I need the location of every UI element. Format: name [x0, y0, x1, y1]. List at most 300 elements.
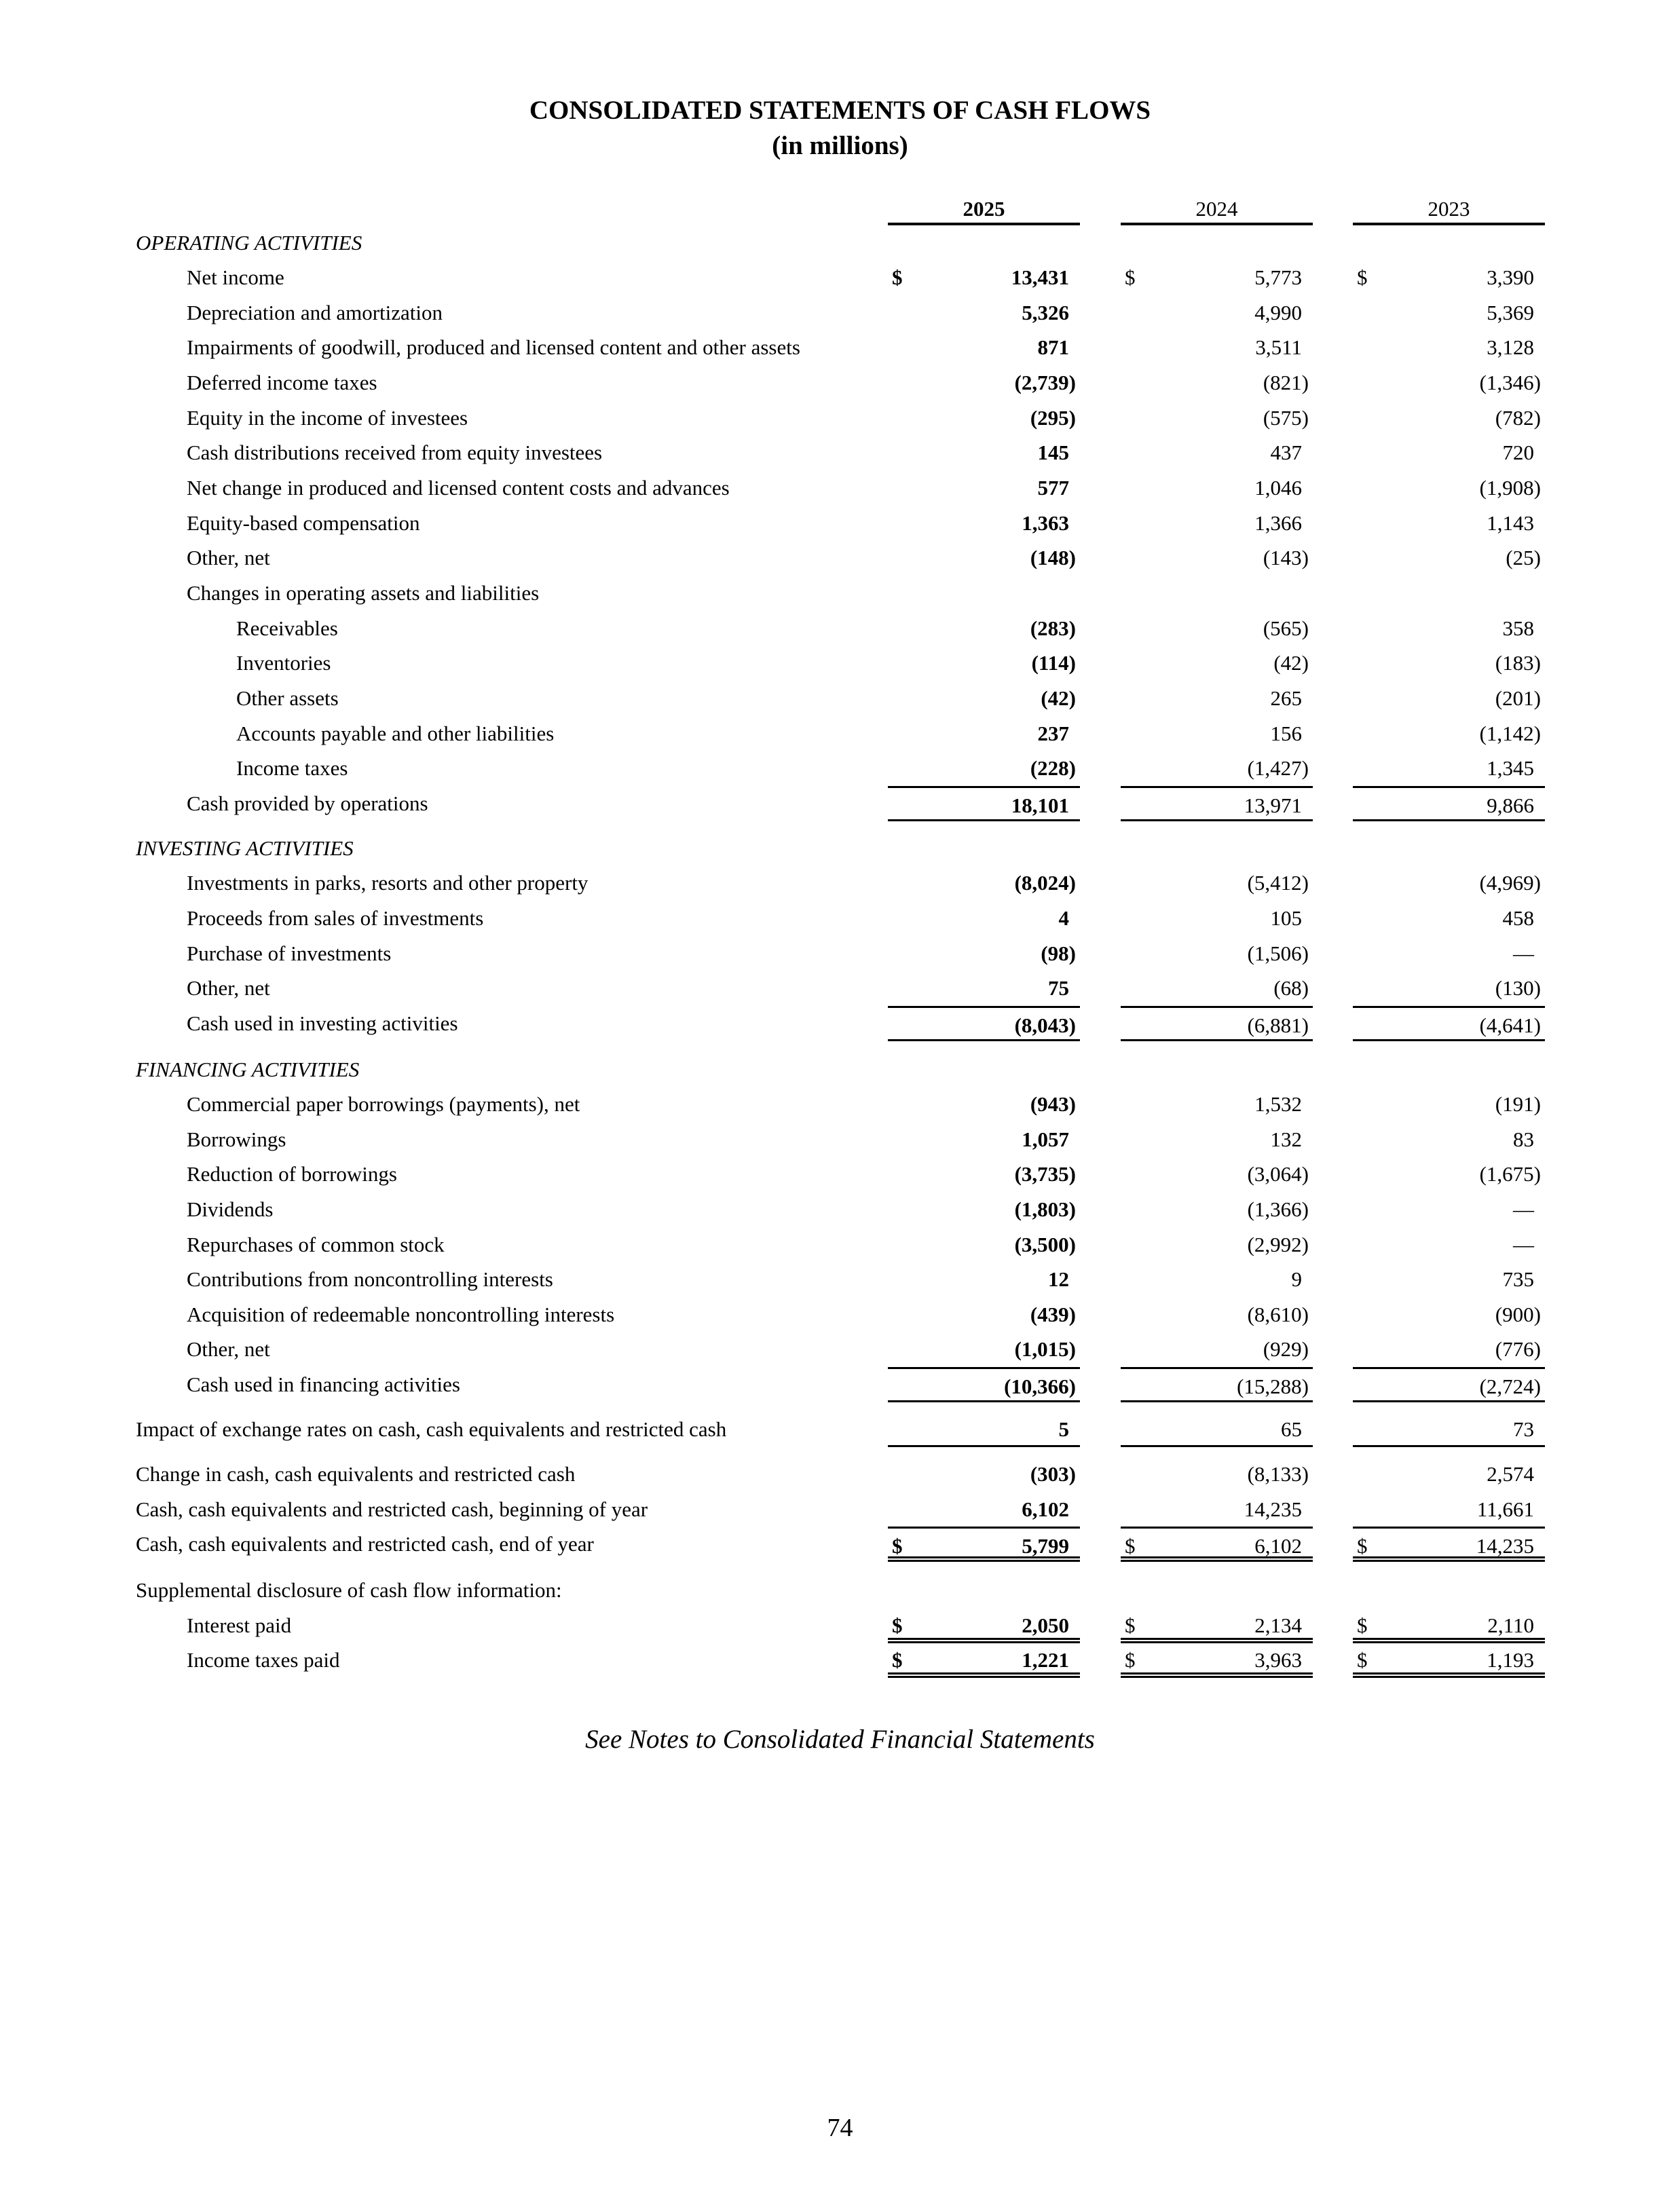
value: 265 [1270, 686, 1302, 710]
value: 9 [1291, 1267, 1302, 1291]
row-label: Income taxes [236, 756, 348, 780]
statement-row [0, 1643, 1680, 1678]
value: 577 [1037, 476, 1069, 500]
value-cell-2023 [1353, 540, 1545, 576]
value-cell-2023 [1353, 611, 1545, 646]
value: 2,110 [1487, 1613, 1534, 1637]
value: 3,963 [1254, 1648, 1302, 1672]
statement-row [0, 506, 1680, 541]
row-label: Income taxes paid [187, 1648, 340, 1672]
statement-row [0, 1412, 1680, 1447]
value: (1,142) [1479, 722, 1541, 745]
value: (295) [1030, 406, 1076, 430]
currency-symbol: $ [1357, 1648, 1368, 1672]
value-cell-2023 [1353, 1006, 1545, 1041]
value: 132 [1270, 1127, 1302, 1151]
value: 13,971 [1244, 793, 1302, 817]
value: (3,735) [1014, 1162, 1076, 1186]
row-label: Receivables [236, 616, 338, 640]
value-cell-2025 [888, 1412, 1080, 1447]
value-cell-2024 [1121, 751, 1313, 786]
value-cell-2023 [1353, 971, 1545, 1006]
value-cell-2023 [1353, 1087, 1545, 1122]
value-cell-2023 [1353, 865, 1545, 901]
value: 1,046 [1254, 476, 1302, 500]
value-cell-2023 [1353, 1412, 1545, 1447]
statement-row [0, 936, 1680, 971]
value-cell-2024 [1121, 1492, 1313, 1527]
value: (3,500) [1014, 1233, 1076, 1256]
value-cell-2025 [888, 1192, 1080, 1227]
currency-symbol: $ [1125, 1613, 1136, 1637]
statement-row [0, 1192, 1680, 1227]
value: 14,235 [1244, 1497, 1302, 1521]
row-label: Equity-based compensation [187, 511, 420, 535]
value-cell-2023 [1353, 1643, 1545, 1678]
value: (42) [1041, 686, 1076, 710]
value-cell-2024 [1121, 1457, 1313, 1492]
section-label: FINANCING ACTIVITIES [136, 1058, 360, 1081]
statement-row [0, 901, 1680, 936]
value: 75 [1048, 976, 1069, 1000]
statement-row [0, 681, 1680, 716]
value-cell-2025 [888, 506, 1080, 541]
value: (1,427) [1247, 756, 1309, 780]
statement-row [0, 611, 1680, 646]
statement-row [0, 1087, 1680, 1122]
currency-symbol: $ [892, 1534, 903, 1558]
value-cell-2023 [1353, 751, 1545, 786]
value: 105 [1270, 906, 1302, 930]
statement-row [0, 1527, 1680, 1562]
value: (8,043) [1014, 1013, 1076, 1037]
row-label: Cash, cash equivalents and restricted cash, beginning of year [136, 1497, 648, 1521]
row-label: Cash used in investing activities [187, 1011, 458, 1035]
row-label: Net change in produced and licensed content costs and advances [187, 476, 730, 500]
value: (2,992) [1247, 1233, 1309, 1256]
value-cell-2025 [888, 435, 1080, 470]
value: 12 [1048, 1267, 1069, 1291]
value-cell-2025 [888, 1527, 1080, 1562]
value: 9,866 [1487, 793, 1534, 817]
value: (130) [1495, 976, 1541, 1000]
value-cell-2024 [1121, 1122, 1313, 1157]
value-cell-2023 [1353, 260, 1545, 295]
row-label: Changes in operating assets and liabilities [187, 581, 540, 605]
value: 1,532 [1254, 1092, 1302, 1116]
value-cell-2023 [1353, 1192, 1545, 1227]
value: (1,366) [1247, 1197, 1309, 1221]
value-cell-2023 [1353, 400, 1545, 436]
value-cell-2025 [888, 1332, 1080, 1367]
value: (439) [1030, 1303, 1076, 1326]
value-cell-2024 [1121, 1332, 1313, 1367]
value-cell-2025 [888, 330, 1080, 365]
value: 735 [1502, 1267, 1534, 1291]
value: (10,366) [1004, 1374, 1076, 1398]
value-cell-2025 [888, 611, 1080, 646]
value: (4,641) [1479, 1013, 1541, 1037]
row-label: Proceeds from sales of investments [187, 906, 484, 930]
value: (1,908) [1479, 476, 1541, 500]
statement-row [0, 576, 1680, 611]
value-cell-2024 [1121, 295, 1313, 331]
value: (1,015) [1014, 1337, 1076, 1361]
value-cell-2023 [1353, 470, 1545, 506]
value-cell-2023 [1353, 1527, 1545, 1562]
value-cell-2025 [888, 1262, 1080, 1297]
value: (98) [1041, 941, 1076, 965]
value-cell-2024 [1121, 716, 1313, 751]
value-cell-2023 [1353, 435, 1545, 470]
statement-row [0, 1608, 1680, 1643]
row-label: Acquisition of redeemable noncontrolling interests [187, 1303, 615, 1326]
value: 1,363 [1022, 511, 1069, 535]
value: 6,102 [1254, 1534, 1302, 1558]
value: (3,064) [1247, 1162, 1309, 1186]
value: 458 [1502, 906, 1534, 930]
value: 237 [1037, 722, 1069, 745]
row-label: Purchase of investments [187, 941, 392, 965]
value-cell-2023 [1353, 1122, 1545, 1157]
year-header: 2024 [1121, 195, 1313, 225]
value-cell-2025 [888, 1006, 1080, 1041]
value: (4,969) [1479, 871, 1541, 895]
value: (114) [1031, 651, 1076, 675]
value-cell-2023 [1353, 506, 1545, 541]
row-label: Repurchases of common stock [187, 1233, 445, 1256]
row-label: Deferred income taxes [187, 371, 377, 394]
row-label: Cash distributions received from equity investees [187, 441, 603, 464]
value: (943) [1030, 1092, 1076, 1116]
value-cell-2025 [888, 540, 1080, 576]
value-cell-2024 [1121, 260, 1313, 295]
value-cell-2025 [888, 1643, 1080, 1678]
value-cell-2023 [1353, 1492, 1545, 1527]
value: 4,990 [1254, 301, 1302, 324]
value-cell-2023 [1353, 716, 1545, 751]
value-cell-2024 [1121, 1367, 1313, 1402]
value: (283) [1030, 616, 1076, 640]
value-cell-2023 [1353, 1227, 1545, 1262]
value-cell-2025 [888, 295, 1080, 331]
value-cell-2023 [1353, 1157, 1545, 1192]
value-cell-2025 [888, 1087, 1080, 1122]
value: (228) [1030, 756, 1076, 780]
value: 11,661 [1476, 1497, 1534, 1521]
value-cell-2023 [1353, 1297, 1545, 1332]
value-cell-2025 [888, 1367, 1080, 1402]
value: (1,675) [1479, 1162, 1541, 1186]
value: 3,128 [1487, 335, 1534, 359]
value-cell-2024 [1121, 1527, 1313, 1562]
statement-row [0, 1457, 1680, 1492]
value: 1,345 [1487, 756, 1534, 780]
value: 14,235 [1476, 1534, 1534, 1558]
value: 1,143 [1487, 511, 1534, 535]
row-label: Net income [187, 265, 284, 289]
value-cell-2024 [1121, 901, 1313, 936]
value-cell-2024 [1121, 786, 1313, 821]
value-cell-2024 [1121, 400, 1313, 436]
value-cell-2025 [888, 1157, 1080, 1192]
currency-symbol: $ [892, 265, 903, 289]
row-label: Other assets [236, 686, 339, 710]
value: (782) [1495, 406, 1541, 430]
row-label: Borrowings [187, 1127, 286, 1151]
value-cell-2024 [1121, 681, 1313, 716]
statement-row [0, 1492, 1680, 1527]
statement-row [0, 540, 1680, 576]
statement-row [0, 865, 1680, 901]
value-cell-2025 [888, 400, 1080, 436]
row-label: Reduction of borrowings [187, 1162, 397, 1186]
value: 1,221 [1022, 1648, 1069, 1672]
value-cell-2023 [1353, 1608, 1545, 1643]
value-cell-2024 [1121, 936, 1313, 971]
row-label: Equity in the income of investees [187, 406, 468, 430]
value-cell-2025 [888, 971, 1080, 1006]
value-cell-2025 [888, 1122, 1080, 1157]
value: 358 [1502, 616, 1534, 640]
row-label: Impact of exchange rates on cash, cash equivalents and restricted cash [136, 1417, 727, 1441]
value: (5,412) [1247, 871, 1309, 895]
value: (8,024) [1014, 871, 1076, 895]
value-cell-2025 [888, 716, 1080, 751]
value-cell-2025 [888, 865, 1080, 901]
row-label: Inventories [236, 651, 331, 675]
page-title: CONSOLIDATED STATEMENTS OF CASH FLOWS [529, 96, 1151, 125]
value-cell-2024 [1121, 1227, 1313, 1262]
value: — [1513, 1197, 1534, 1221]
value: (6,881) [1247, 1013, 1309, 1037]
value: (2,724) [1479, 1374, 1541, 1398]
value: (148) [1030, 546, 1076, 569]
statement-row [0, 435, 1680, 470]
value-cell-2024 [1121, 1297, 1313, 1332]
value-cell-2024 [1121, 470, 1313, 506]
value: 5,326 [1022, 301, 1069, 324]
value-cell-2025 [888, 936, 1080, 971]
value: (15,288) [1237, 1374, 1309, 1398]
value: (776) [1495, 1337, 1541, 1361]
value: (900) [1495, 1303, 1541, 1326]
value-cell-2023 [1353, 365, 1545, 400]
value: — [1513, 941, 1534, 965]
row-label: Cash used in financing activities [187, 1372, 460, 1396]
statement-row [0, 1573, 1680, 1608]
value-cell-2024 [1121, 971, 1313, 1006]
value: 2,574 [1487, 1462, 1534, 1486]
value: (143) [1263, 546, 1309, 569]
value: 3,511 [1255, 335, 1302, 359]
statement-row [0, 1332, 1680, 1367]
row-label: Investments in parks, resorts and other property [187, 871, 589, 895]
value-cell-2024 [1121, 330, 1313, 365]
value: 6,102 [1022, 1497, 1069, 1521]
value-cell-2024 [1121, 435, 1313, 470]
statement-row [0, 470, 1680, 506]
row-label: Contributions from noncontrolling interests [187, 1267, 553, 1291]
row-label: Other, net [187, 546, 270, 569]
value-cell-2024 [1121, 1006, 1313, 1041]
value: 73 [1513, 1417, 1534, 1441]
value: 720 [1502, 441, 1534, 464]
value-cell-2025 [888, 365, 1080, 400]
value: (8,133) [1247, 1462, 1309, 1486]
statement-row [0, 330, 1680, 365]
statement-row [0, 751, 1680, 786]
value: (8,610) [1247, 1303, 1309, 1326]
row-label: Supplemental disclosure of cash flow information: [136, 1578, 562, 1602]
value: (68) [1273, 976, 1309, 1000]
currency-symbol: $ [1357, 1534, 1368, 1558]
value: 83 [1513, 1127, 1534, 1151]
value-cell-2023 [1353, 1457, 1545, 1492]
statement-row [0, 365, 1680, 400]
row-label: Depreciation and amortization [187, 301, 443, 324]
value-cell-2024 [1121, 1192, 1313, 1227]
statement-row [0, 1262, 1680, 1297]
value-cell-2025 [888, 786, 1080, 821]
year-header: 2023 [1353, 195, 1545, 225]
value: (191) [1495, 1092, 1541, 1116]
value-cell-2023 [1353, 901, 1545, 936]
value: (1,346) [1479, 371, 1541, 394]
value-cell-2025 [888, 681, 1080, 716]
value-cell-2025 [888, 1297, 1080, 1332]
statement-row [0, 400, 1680, 436]
value: 5,799 [1022, 1534, 1069, 1558]
value: 5,773 [1254, 265, 1302, 289]
value: 2,134 [1254, 1613, 1302, 1637]
row-label: Interest paid [187, 1613, 292, 1637]
value: (565) [1263, 616, 1309, 640]
row-label: Impairments of goodwill, produced and licensed content and other assets [187, 335, 800, 359]
statement-row [0, 1297, 1680, 1332]
statement-row [0, 716, 1680, 751]
value: (42) [1273, 651, 1309, 675]
value-cell-2024 [1121, 1412, 1313, 1447]
value-cell-2023 [1353, 936, 1545, 971]
value: (575) [1263, 406, 1309, 430]
statement-row [0, 1122, 1680, 1157]
value-cell-2025 [888, 1492, 1080, 1527]
currency-symbol: $ [1125, 265, 1136, 289]
section-label: OPERATING ACTIVITIES [136, 231, 362, 255]
statement-row [0, 1227, 1680, 1262]
notes-reference: See Notes to Consolidated Financial Statements [585, 1725, 1095, 1754]
statement-row [0, 1367, 1680, 1402]
currency-symbol: $ [1357, 1613, 1368, 1637]
statement-row [0, 295, 1680, 331]
row-label: Cash, cash equivalents and restricted cash, end of year [136, 1532, 594, 1556]
value-cell-2025 [888, 260, 1080, 295]
statement-row [0, 971, 1680, 1006]
value: 5,369 [1487, 301, 1534, 324]
value: 2,050 [1022, 1613, 1069, 1637]
value-cell-2023 [1353, 646, 1545, 681]
value-cell-2023 [1353, 1332, 1545, 1367]
value: 1,193 [1487, 1648, 1534, 1672]
currency-symbol: $ [1125, 1534, 1136, 1558]
value-cell-2024 [1121, 1643, 1313, 1678]
value: 1,366 [1254, 511, 1302, 535]
value: 18,101 [1011, 793, 1069, 817]
row-label: Change in cash, cash equivalents and restricted cash [136, 1462, 576, 1486]
row-label: Accounts payable and other liabilities [236, 722, 555, 745]
row-label: Other, net [187, 1337, 270, 1361]
value: 1,057 [1022, 1127, 1069, 1151]
row-label: Commercial paper borrowings (payments), net [187, 1092, 580, 1116]
statement-row [0, 1006, 1680, 1041]
value: (303) [1030, 1462, 1076, 1486]
row-label: Cash provided by operations [187, 791, 428, 815]
statement-row [0, 786, 1680, 821]
value-cell-2025 [888, 751, 1080, 786]
value: — [1513, 1233, 1534, 1256]
section-header-row [0, 831, 1680, 866]
value-cell-2023 [1353, 681, 1545, 716]
value: (1,506) [1247, 941, 1309, 965]
currency-symbol: $ [1357, 265, 1368, 289]
value-cell-2025 [888, 646, 1080, 681]
value: (183) [1495, 651, 1541, 675]
year-header: 2025 [888, 195, 1080, 225]
value-cell-2024 [1121, 1608, 1313, 1643]
value-cell-2024 [1121, 865, 1313, 901]
value: (201) [1495, 686, 1541, 710]
value: 871 [1037, 335, 1069, 359]
value: (1,803) [1014, 1197, 1076, 1221]
value-cell-2024 [1121, 611, 1313, 646]
value-cell-2025 [888, 1457, 1080, 1492]
value-cell-2024 [1121, 1157, 1313, 1192]
value: 156 [1270, 722, 1302, 745]
value-cell-2023 [1353, 295, 1545, 331]
value-cell-2025 [888, 901, 1080, 936]
value-cell-2025 [888, 1227, 1080, 1262]
currency-symbol: $ [892, 1648, 903, 1672]
value-cell-2024 [1121, 1262, 1313, 1297]
value: 5 [1058, 1417, 1069, 1441]
value-cell-2024 [1121, 506, 1313, 541]
value-cell-2024 [1121, 540, 1313, 576]
row-label: Dividends [187, 1197, 274, 1221]
value-cell-2025 [888, 470, 1080, 506]
section-header-row [0, 1052, 1680, 1087]
statement-row [0, 260, 1680, 295]
value-cell-2025 [888, 1608, 1080, 1643]
row-label: Other, net [187, 976, 270, 1000]
value-cell-2023 [1353, 1367, 1545, 1402]
section-label: INVESTING ACTIVITIES [136, 836, 354, 860]
value-cell-2024 [1121, 365, 1313, 400]
value-cell-2024 [1121, 646, 1313, 681]
value: (929) [1263, 1337, 1309, 1361]
currency-symbol: $ [892, 1613, 903, 1637]
value: 65 [1281, 1417, 1302, 1441]
value: (821) [1263, 371, 1309, 394]
value: (2,739) [1014, 371, 1076, 394]
value: 4 [1058, 906, 1069, 930]
value-cell-2024 [1121, 1087, 1313, 1122]
value: 3,390 [1487, 265, 1534, 289]
currency-symbol: $ [1125, 1648, 1136, 1672]
statement-row [0, 1157, 1680, 1192]
page-number: 74 [827, 2114, 853, 2142]
value-cell-2023 [1353, 330, 1545, 365]
